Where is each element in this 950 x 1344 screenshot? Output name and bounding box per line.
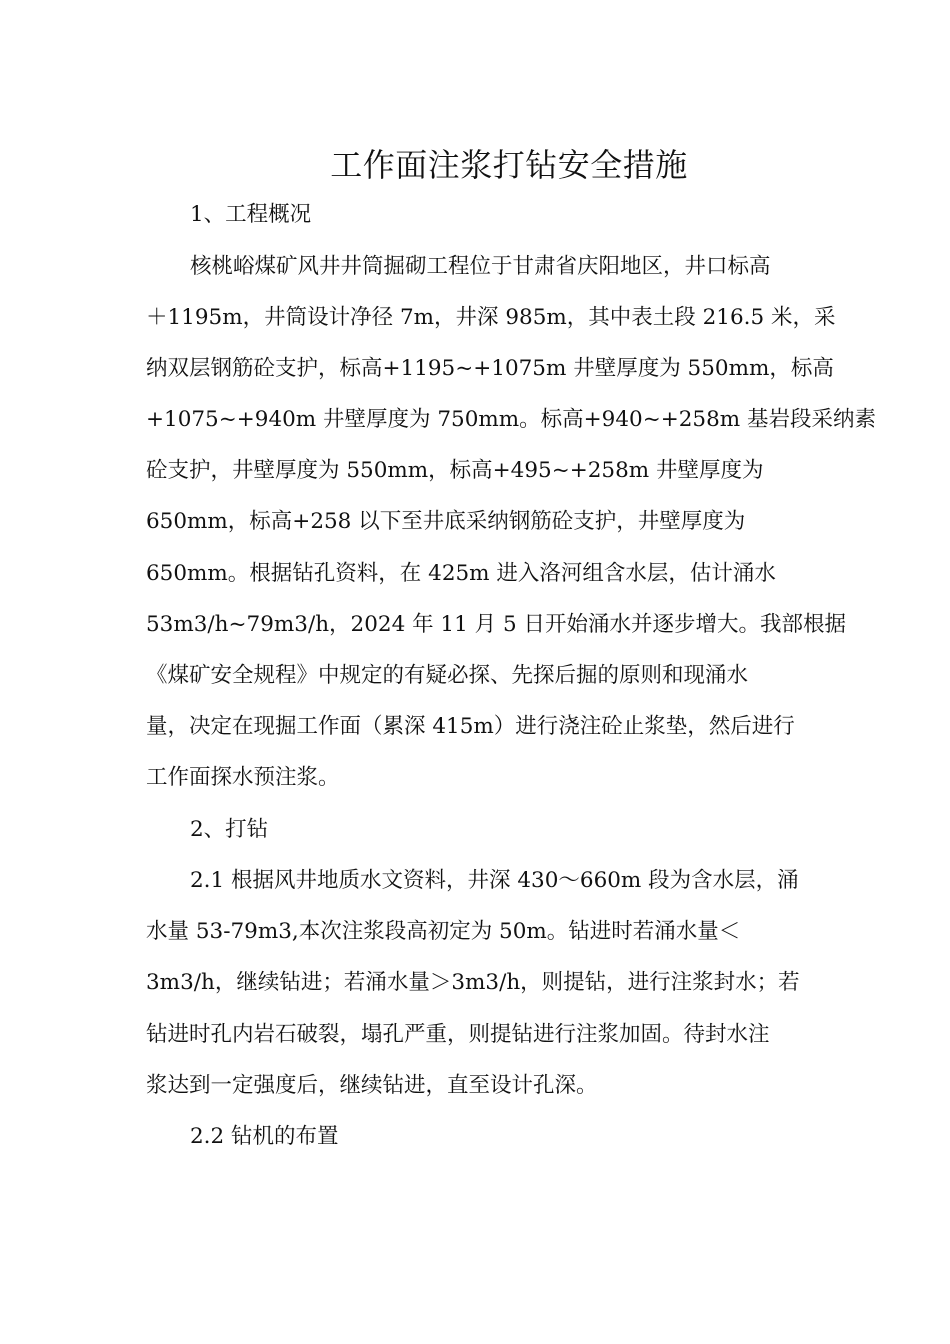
paragraph-line: 浆达到一定强度后，继续钻进，直至设计孔深。 xyxy=(146,1073,598,1098)
paragraph-line: 砼支护，井壁厚度为 550mm，标高+495~+258m 井壁厚度为 xyxy=(146,458,764,483)
paragraph-line: 650mm，标高+258 以下至井底采纳钢筋砼支护，井壁厚度为 xyxy=(146,509,746,534)
paragraph-line: 《煤矿安全规程》中规定的有疑必探、先探后掘的原则和现涌水 xyxy=(146,663,749,688)
paragraph-line: 钻进时孔内岩石破裂，塌孔严重，则提钻进行注浆加固。待封水注 xyxy=(146,1022,770,1047)
paragraph-line: 水量 53-79m3,本次注浆段高初定为 50m。钻进时若涌水量＜ xyxy=(146,919,741,944)
paragraph-line: +1075~+940m 井壁厚度为 750mm。标高+940~+258m 基岩段采纳素 xyxy=(146,407,877,432)
paragraph-line: 量，决定在现掘工作面（累深 415m）进行浇注砼止浆垫，然后进行 xyxy=(146,714,795,739)
paragraph-line: ＋1195m，井筒设计净径 7m，井深 985m，其中表土段 216.5 米，采 xyxy=(146,305,836,330)
section-heading-2: 2、打钻 xyxy=(190,817,269,842)
section-heading-1: 1、工程概况 xyxy=(190,202,312,227)
paragraph-line: 工作面探水预注浆。 xyxy=(146,765,340,790)
paragraph-line: 53m3/h~79m3/h，2024 年 11 月 5 日开始涌水并逐步增大。我部根据 xyxy=(146,612,846,637)
document-title: 工作面注浆打钻安全措施 xyxy=(330,146,688,185)
subsection-heading: 2.2 钻机的布置 xyxy=(190,1124,339,1149)
paragraph-line: 纳双层钢筋砼支护，标高+1195~+1075m 井壁厚度为 550mm，标高 xyxy=(146,356,834,381)
paragraph-line: 核桃峪煤矿风井井筒掘砌工程位于甘肃省庆阳地区，井口标高 xyxy=(190,254,771,279)
paragraph-line: 3m3/h，继续钻进；若涌水量＞3m3/h，则提钻，进行注浆封水；若 xyxy=(146,970,800,995)
paragraph-line: 2.1 根据风井地质水文资料，井深 430～660m 段为含水层，涌 xyxy=(190,868,799,893)
paragraph-line: 650mm。根据钻孔资料，在 425m 进入洛河组含水层，估计涌水 xyxy=(146,561,776,586)
